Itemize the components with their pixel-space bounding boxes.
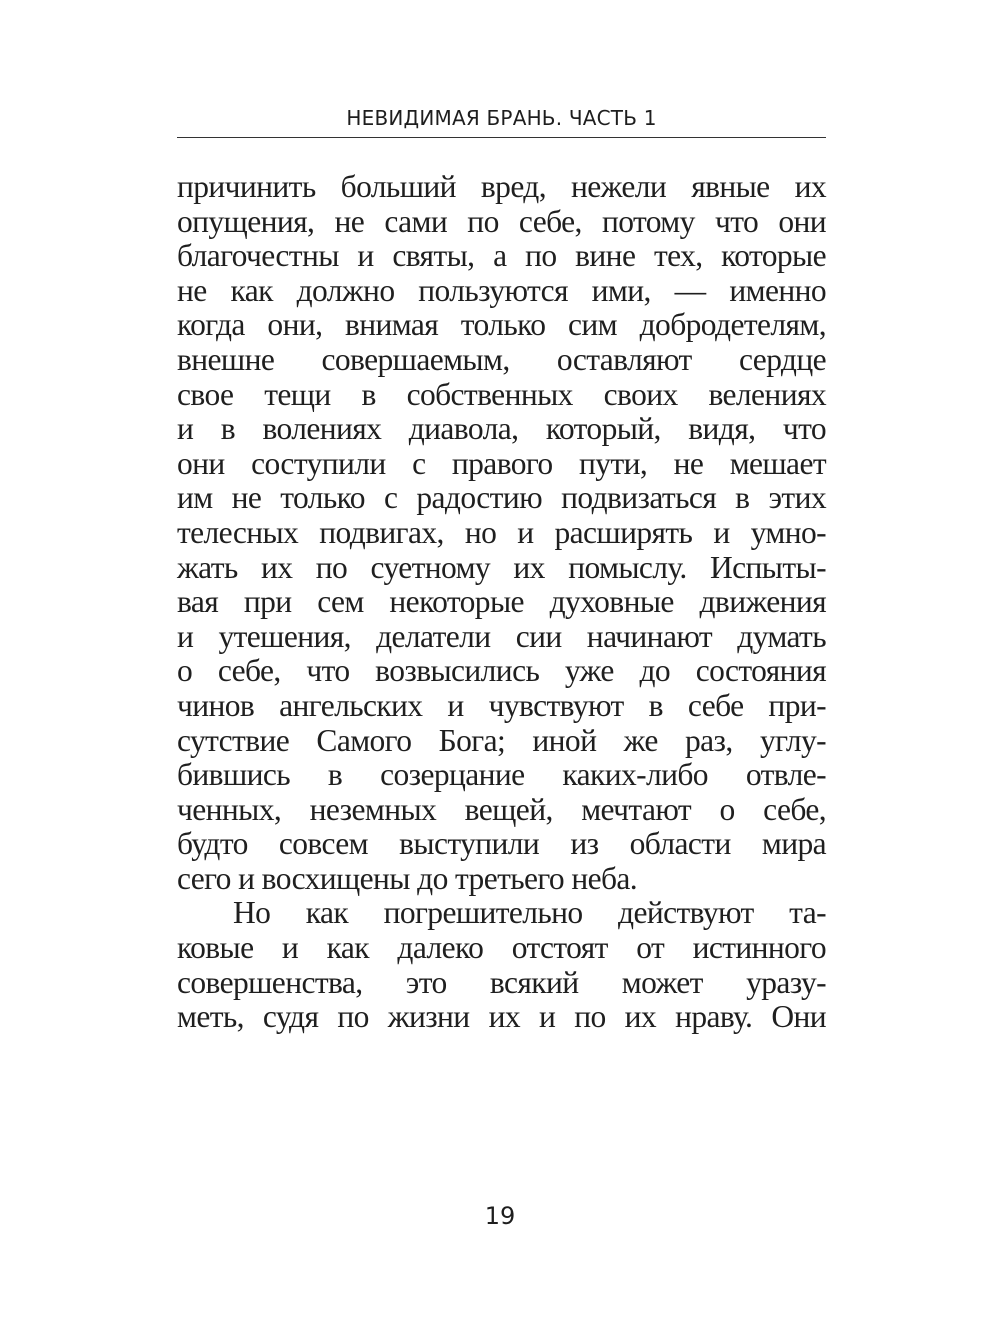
text-line: будто совсем выступили из области мира [177, 826, 826, 862]
text-line: и в волениях диавола, который, видя, что [177, 411, 826, 447]
text-line: совершенства, это всякий может уразу- [177, 964, 826, 1000]
paragraph-end-line: сего и восхищены до третьего неба. [177, 860, 638, 896]
text-line: опущения, не сами по себе, потому что они [177, 203, 826, 239]
text-line: о себе, что возвысились уже до состояния [177, 653, 826, 689]
text-line: свое тещи в собственных своих велениях [177, 376, 826, 412]
text-line: жать их по суетному их помыслу. Испыты- [177, 549, 826, 585]
text-line: причинить больший вред, нежели явные их [177, 169, 826, 204]
text-line: ченных, неземных вещей, мечтают о себе, [177, 791, 826, 827]
page-number: 19 [484, 1202, 516, 1230]
text-line: внешне совершаемым, оставляют сердце [177, 341, 826, 377]
text-line: благочестны и святы, а по вине тех, которые [177, 238, 826, 274]
text-line: вая при сем некоторые духовные движения [177, 584, 826, 620]
text-line: когда они, внимая только сим добродетелям, [177, 307, 826, 343]
body-text [177, 170, 826, 1035]
text-line: чинов ангельских и чувствуют в себе при- [177, 687, 826, 723]
text-line: они соступили с правого пути, не мешает [177, 445, 826, 481]
text-line: ковые и как далеко отстоят от истинного [177, 930, 826, 966]
header-divider [177, 137, 826, 138]
text-line: меть, судя по жизни их и по их нраву. Они [177, 999, 826, 1035]
text-line: не как должно пользуются ими, — именно [177, 272, 826, 308]
text-line: сутствие Самого Бога; иной же раз, углу- [177, 722, 826, 758]
text-line: телесных подвигах, но и расширять и умно- [177, 514, 826, 550]
text-line: и утешения, делатели сии начинают думать [177, 618, 826, 654]
text-line: бившись в созерцание каких-либо отвле- [177, 757, 826, 793]
text-line: им не только с радостию подвизаться в этих [177, 480, 826, 516]
running-header: НЕВИДИМАЯ БРАНЬ. ЧАСТЬ 1 [346, 106, 657, 130]
paragraph-start-line: Но как погрешительно действуют та- [233, 895, 826, 931]
